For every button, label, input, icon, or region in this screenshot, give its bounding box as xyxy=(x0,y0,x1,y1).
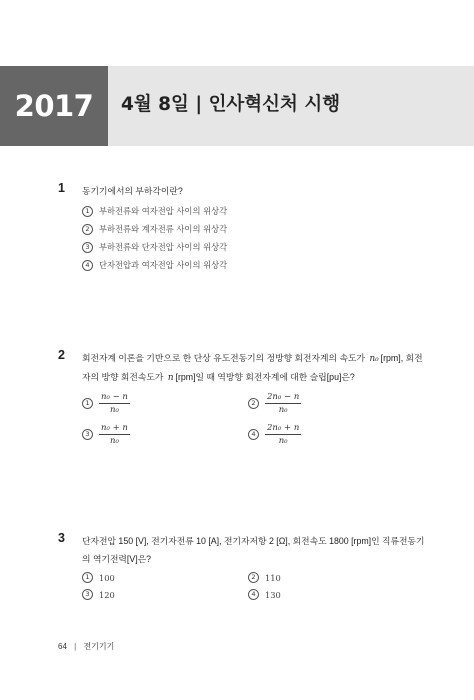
choice-item xyxy=(82,589,115,600)
choice-item xyxy=(82,205,227,217)
choice-text: 120 xyxy=(99,589,115,600)
choice-text: 단자전압과 여자전압 사이의 위상각 xyxy=(99,260,228,270)
choice-text: 부하전류와 단자전압 사이의 위상각 xyxy=(99,242,228,252)
choice-number: 3 xyxy=(82,589,93,600)
variable-n: n xyxy=(167,373,174,383)
question-text: 단자전압 150 [V], 전기자전류 10 [A], 전기자저항 2 [Ω], 회전속도 1800 [rpm]인 직류전동기 의 역기전력[V]은? xyxy=(82,536,425,564)
question-number: 2 xyxy=(58,348,65,362)
choice-number: 4 xyxy=(82,260,93,271)
choice-number: 1 xyxy=(82,398,93,409)
choice-number: 3 xyxy=(82,242,93,253)
chapter-header xyxy=(0,66,474,146)
choice-item xyxy=(248,392,301,415)
year-block xyxy=(0,66,108,146)
choice-item xyxy=(248,572,281,583)
page-number: 64 xyxy=(58,642,67,651)
page-footer xyxy=(58,641,114,652)
choice-number: 2 xyxy=(248,398,259,409)
fraction: $\frac{\text{2n₀ − n}}{\text{n₀}}$ xyxy=(267,392,300,415)
question-number: 1 xyxy=(58,181,65,195)
choice-text: 부하전류와 계자전류 사이의 위상각 xyxy=(99,224,228,234)
choice-item xyxy=(82,572,115,583)
question-text: 동기기에서의 부하각이란? xyxy=(82,186,183,196)
choice-number: 1 xyxy=(82,572,93,583)
choice-text: 110 xyxy=(265,572,281,583)
choice-text: 부하전류와 여자전압 사이의 위상각 xyxy=(99,206,228,216)
fraction: $\frac{\text{2n₀ + n}}{\text{n₀}}$ xyxy=(267,423,300,446)
exam-title: 4월 8일 | 인사혁신처 시행 xyxy=(121,94,341,115)
fraction: $\frac{\text{n₀ + n}}{\text{n₀}}$ xyxy=(101,423,128,446)
choice-text: 130 xyxy=(265,589,281,600)
choice-number: 2 xyxy=(248,572,259,583)
fraction: $\frac{\text{n₀ − n}}{\text{n₀}}$ xyxy=(101,392,128,415)
choice-item xyxy=(82,423,130,446)
choice-number: 2 xyxy=(82,224,93,235)
year-label: 2017 xyxy=(14,89,94,123)
section-label: 전기기기 xyxy=(83,642,115,651)
question-number: 3 xyxy=(58,531,65,545)
footer-separator: | xyxy=(74,642,77,651)
choice-number: 1 xyxy=(82,206,93,217)
choice-item xyxy=(82,241,227,253)
choice-number: 4 xyxy=(248,429,259,440)
choice-item xyxy=(82,223,227,235)
choice-item xyxy=(248,423,301,446)
variable-n0: n₀ xyxy=(369,354,379,364)
choice-item xyxy=(82,392,130,415)
choice-text: 100 xyxy=(99,572,115,583)
choice-number: 3 xyxy=(82,429,93,440)
choice-item xyxy=(248,589,281,600)
choice-number: 4 xyxy=(248,589,259,600)
choice-item xyxy=(82,259,227,271)
question-text: 회전자계 이론을 기반으로 한 단상 유도전동기의 정방향 회전자계의 속도가 n₀ [rpm], 회전 자의 방향 회전속도가 n [rpm]일 때 역방향 회전자계에 대한 슬립[pu]은? xyxy=(82,353,423,383)
